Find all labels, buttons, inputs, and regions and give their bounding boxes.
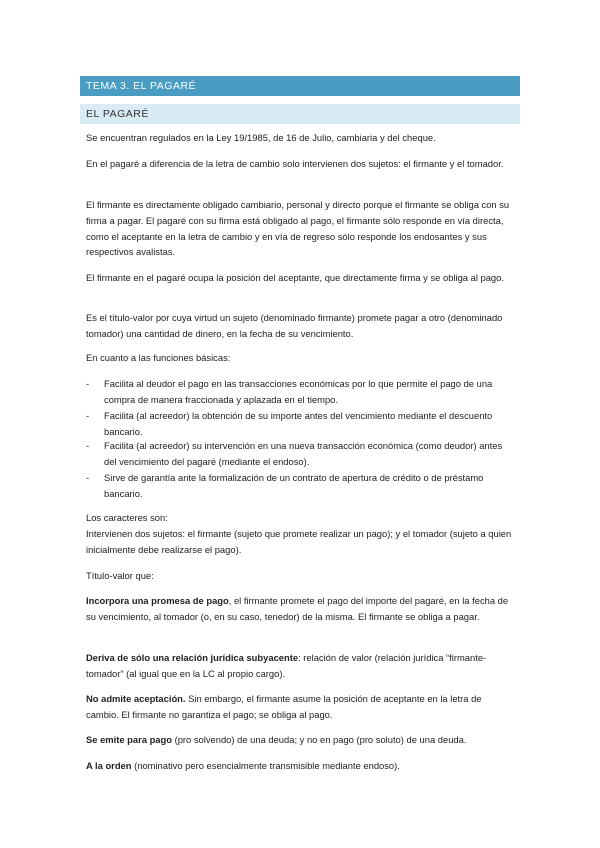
paragraph-posicion-aceptante: El firmante en el pagaré ocupa la posición del aceptante, que directamente firma y se obliga al pago. bbox=[86, 272, 504, 283]
paragraph-funciones-intro: En cuanto a las funciones básicas: bbox=[86, 352, 231, 363]
document-page: TEMA 3. EL PAGARÉ EL PAGARÉ Se encuentran regulados en la Ley 19/1985, de 16 de Julio, cambiaria y del cheque. En el pagaré a diferencia de la letra de cambio solo intervienen dos sujetos: el firmante y el tomador. El firmante es directamente obligado cambiario, personal y directo porque el firmante se obliga con su firma a pagar. El pagaré con su firma está obligado al pago, el firmante sólo responde en vía directa, como el aceptante en la letra de cambio y en vía de regreso sólo responde los endosantes y sus respectivos avalistas. El firmante en el pagaré ocupa la posición del aceptante, que directamente firma y se obliga al pago. Es el título-valor por cuya virtud un sujeto (denominado firmante) promete pagar a otro (denominado tomador) una cantidad de dinero, en la fecha de su vencimiento. En cuanto a las funciones básicas: - Facilita al deudor el pago en las transacciones económicas por lo que permite el pago de una compra de manera fraccionada y aplazada en el tiempo. - Facilita (al acreedor) la obtención de su importe antes del vencimiento mediante el descuento bancario. - Facilita (al acreedor) su intervención en una nueva transacción económica (como deudor) antes del vencimiento del pagaré (mediante el endoso). - Sirve de garantía ante la formalización de un contrato de apertura de crédito o de préstamo bancario. Los caracteres son: Intervienen dos sujetos: el firmante (sujeto que promete realizar un pago); y el tomador (sujeto a quien inicialmente debe realizarse el pago). Título-valor que: Incorpora una promesa de pago, el firmante promete el pago del importe del pagaré, en la fecha de su vencimiento, al tomador (o, en su caso, tenedor) de la misma. El firmante se obliga a pagar. Deriva de sólo una relación jurídica subyacente: relación de valor (relación jurídica “firmante-tomador” (al igual que en la LC al propio cargo). No admite aceptación. Sin embargo, el firmante asume la posición de aceptante en la letra de cambio. El firmante no garantiza el pago; se obliga al pago. Se emite para pago (pro solvendo) de una deuda; y no en pago (pro soluto) de una deuda. A la orden (nominativo pero esencialmente transmisible mediante endoso). bbox=[0, 0, 600, 848]
paragraph-promesa-pago: Incorpora una promesa de pago, el firmante promete el pago del importe del pagaré, en la fecha de su vencimiento, al tomador (o, en su caso, tenedor) de la misma. El firmante se obliga a pagar. bbox=[86, 595, 509, 622]
paragraph-sujetos: En el pagaré a diferencia de la letra de cambio solo intervienen dos sujetos: el firmante y el tomador. bbox=[86, 158, 504, 169]
bold-term: Deriva de sólo una relación jurídica subyacente bbox=[86, 652, 299, 663]
paragraph-emite-pago: Se emite para pago (pro solvendo) de una deuda; y no en pago (pro soluto) de una deuda. bbox=[86, 734, 467, 745]
paragraph-no-aceptacion: No admite aceptación. Sin embargo, el firmante asume la posición de aceptante en la letra de cambio. El firmante no garantiza el pago; se obliga al pago. bbox=[86, 693, 482, 720]
chapter-header bbox=[80, 76, 520, 96]
caracteres-text: Intervienen dos sujetos: el firmante (sujeto que promete realizar un pago); y el tomador (sujeto a quien inicialmente debe realizarse el pago). bbox=[86, 527, 512, 555]
section-title: EL PAGARÉ bbox=[86, 108, 149, 120]
section-header bbox=[80, 104, 520, 124]
bold-term: A la orden bbox=[86, 760, 132, 771]
bold-term: Se emite para pago bbox=[86, 734, 172, 745]
bold-term: No admite aceptación. bbox=[86, 693, 186, 704]
caracteres-heading: Los caracteres son: bbox=[86, 512, 168, 523]
paragraph-definicion: Es el título-valor por cuya virtud un sujeto (denominado firmante) promete pagar a otro (denominado tomador) una cantidad de dinero, en la fecha de su vencimiento. bbox=[86, 312, 503, 339]
bold-term: Incorpora una promesa de pago bbox=[86, 595, 229, 606]
paragraph-law: Se encuentran regulados en la Ley 19/1985, de 16 de Julio, cambiaria y del cheque. bbox=[86, 132, 436, 143]
paragraph-firmante-obligado: El firmante es directamente obligado cambiario, personal y directo porque el firmante se obliga con su firma a pagar. El pagaré con su firma está obligado al pago, el firmante sólo responde en vía directa, como el aceptante en la letra de cambio y en vía de regreso sólo responde los endosantes y sus respectivos avalistas. bbox=[86, 199, 510, 258]
paragraph-titulo-valor: Título-valor que: bbox=[86, 570, 154, 581]
paragraph-caracteres bbox=[86, 510, 516, 557]
paragraph-a-la-orden: A la orden (nominativo pero esencialmente transmisible mediante endoso). bbox=[86, 760, 400, 771]
chapter-title: TEMA 3. EL PAGARÉ bbox=[86, 80, 197, 92]
paragraph-relacion-subyacente: Deriva de sólo una relación jurídica subyacente: relación de valor (relación jurídica “firmante-tomador” (al igual que en la LC al propio cargo). bbox=[86, 652, 487, 679]
